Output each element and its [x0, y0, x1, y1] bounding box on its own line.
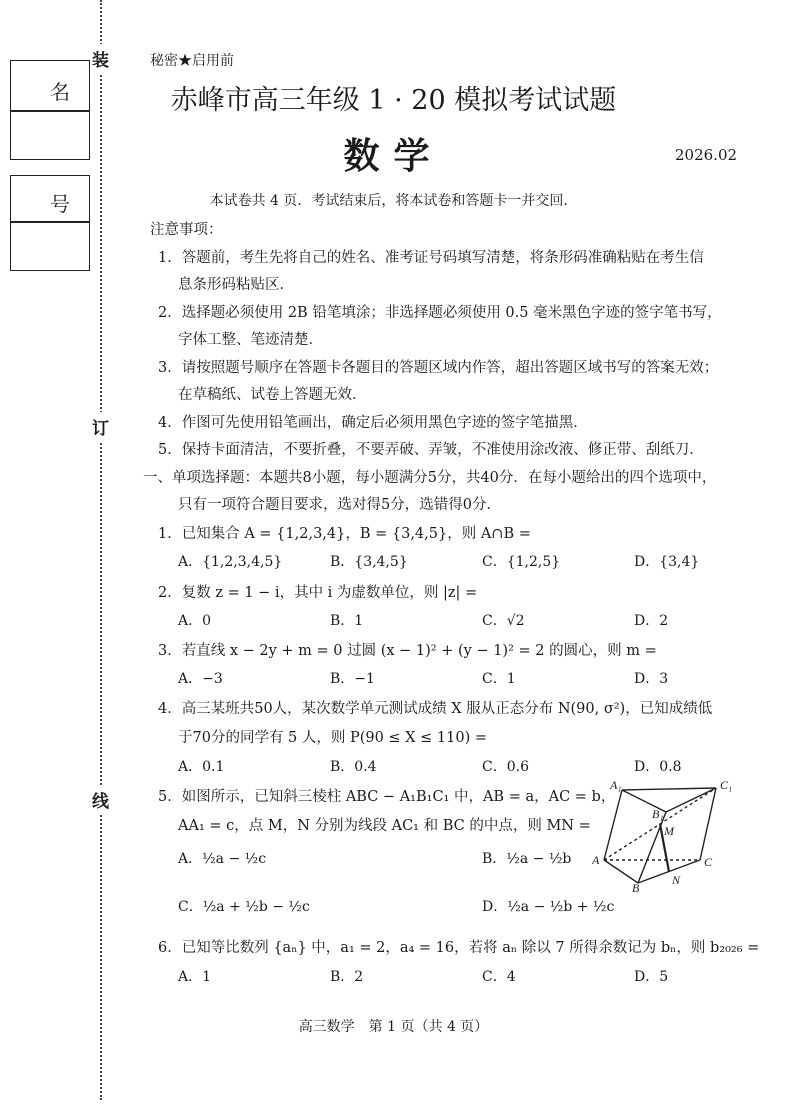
- q2-stem: 2．复数 z = 1 − i，其中 i 为虚数单位，则 |z| =: [158, 585, 478, 601]
- q5-stem-line2: AA₁ = c，点 M，N 分别为线段 AC₁ 和 BC 的中点，则 MN =: [178, 818, 591, 834]
- q4-stem-line1: 4．高三某班共50人，某次数学单元测试成绩 X 服从正态分布 N(90, σ²)，已知成绩低: [158, 701, 713, 717]
- secret-label: 秘密★启用前: [150, 53, 234, 69]
- label-a: A: [592, 853, 600, 867]
- binding-char-ding: 订: [92, 412, 109, 441]
- edge-a1-c1: [622, 788, 716, 790]
- label-b1: B₁: [652, 807, 664, 821]
- q5-option-c[interactable]: C．½a + ½b − ½c: [178, 899, 310, 915]
- note-1-line2: 息条形码粘贴区．: [178, 277, 294, 293]
- edge-a-b: [604, 860, 638, 883]
- id-input-box[interactable]: [10, 221, 90, 271]
- id-label: 号: [50, 192, 70, 216]
- q3-option-d[interactable]: D．3: [634, 671, 669, 687]
- note-3-line2: 在草稿纸、试卷上答题无效．: [178, 387, 367, 403]
- note-1-line1: 1．答题前，考生先将自己的姓名、准考证号码填写清楚，将条形码准确粘贴在考生信: [158, 250, 704, 266]
- note-4: 4．作图可先使用铅笔画出，确定后必须用黑色字迹的签字笔描黑．: [158, 415, 588, 431]
- note-5: 5．保持卡面清洁，不要折叠，不要弄破、弄皱，不准使用涂改液、修正带、刮纸刀．: [158, 442, 704, 458]
- edge-b1-c1: [666, 788, 716, 812]
- q4-stem-line2: 于70分的同学有 5 人，则 P(90 ≤ X ≤ 110) =: [178, 730, 488, 746]
- q2-option-c[interactable]: C．√2: [482, 613, 525, 629]
- q5-option-a[interactable]: A．½a − ½c: [178, 851, 267, 867]
- q1-option-d[interactable]: D．{3,4}: [634, 554, 700, 570]
- name-label: 名: [50, 80, 70, 104]
- prism-figure: [592, 778, 742, 893]
- exam-intro: 本试卷共 4 页．考试结束后，将本试卷和答题卡一并交回．: [209, 193, 578, 209]
- q6-option-c[interactable]: C．4: [482, 969, 516, 985]
- q3-option-a[interactable]: A．−3: [178, 671, 223, 687]
- note-2-line2: 字体工整、笔迹清楚．: [178, 332, 323, 348]
- label-b: B: [632, 881, 640, 893]
- binding-char-zhuang: 装: [92, 44, 109, 73]
- q5-option-b[interactable]: B．½a − ½b: [482, 851, 572, 867]
- q1-stem: 1．已知集合 A = {1,2,3,4}，B = {3,4,5}，则 A∩B =: [158, 526, 531, 542]
- label-c: C: [704, 855, 713, 869]
- q1-option-a[interactable]: A．{1,2,3,4,5}: [178, 554, 283, 570]
- q2-option-d[interactable]: D．2: [634, 613, 669, 629]
- note-3-line1: 3．请按照题号顺序在答题卡各题目的答题区域内作答，超出答题区域书写的答案无效；: [158, 360, 719, 376]
- note-2-line1: 2．选择题必须使用 2B 铅笔填涂；非选择题必须使用 0.5 毫米黑色字迹的签字笔书写，: [158, 305, 722, 321]
- exam-title: 赤峰市高三年级 1 · 20 模拟考试试题: [170, 85, 617, 116]
- edge-c1-c: [700, 788, 716, 860]
- label-m: M: [664, 824, 674, 838]
- section1-line2: 只有一项符合题目要求，选对得5分，选错得0分．: [178, 497, 501, 513]
- q4-option-c[interactable]: C．0.6: [482, 759, 529, 775]
- q4-option-d[interactable]: D．0.8: [634, 759, 682, 775]
- q6-stem: 6．已知等比数列 {aₙ} 中，a₁ = 2，a₄ = 16，若将 aₙ 除以 7 所得余数记为 bₙ，则 b₂₀₂₆ =: [158, 940, 760, 956]
- binding-char-xian: 线: [92, 785, 109, 814]
- q6-option-d[interactable]: D．5: [634, 969, 669, 985]
- q1-option-b[interactable]: B．{3,4,5}: [330, 554, 408, 570]
- q2-option-b[interactable]: B．1: [330, 613, 364, 629]
- page-footer: 高三数学 第 1 页（共 4 页）: [298, 1019, 489, 1035]
- label-a1: A₁: [610, 778, 622, 792]
- q5-stem-line1: 5．如图所示，已知斜三棱柱 ABC − A₁B₁C₁ 中，AB = a，AC = b，: [158, 789, 616, 805]
- label-c1: C₁: [720, 778, 733, 792]
- q4-option-b[interactable]: B．0.4: [330, 759, 377, 775]
- q2-option-a[interactable]: A．0: [178, 613, 212, 629]
- subject-title: 数学: [343, 135, 444, 177]
- q5-option-d[interactable]: D．½a − ½b + ½c: [482, 899, 615, 915]
- q1-option-c[interactable]: C．{1,2,5}: [482, 554, 561, 570]
- q4-option-a[interactable]: A．0.1: [178, 759, 225, 775]
- label-n: N: [672, 873, 681, 887]
- q3-stem: 3．若直线 x − 2y + m = 0 过圆 (x − 1)² + (y − 1)² = 2 的圆心，则 m =: [158, 643, 657, 659]
- q3-option-b[interactable]: B．−1: [330, 671, 375, 687]
- section1-line1: 一、单项选择题：本题共8小题，每小题满分5分，共40分．在每小题给出的四个选项中，: [143, 470, 717, 486]
- q6-option-a[interactable]: A．1: [178, 969, 212, 985]
- notes-heading: 注意事项：: [150, 222, 223, 238]
- q6-option-b[interactable]: B．2: [330, 969, 364, 985]
- q3-option-c[interactable]: C．1: [482, 671, 516, 687]
- exam-date: 2026.02: [675, 146, 738, 164]
